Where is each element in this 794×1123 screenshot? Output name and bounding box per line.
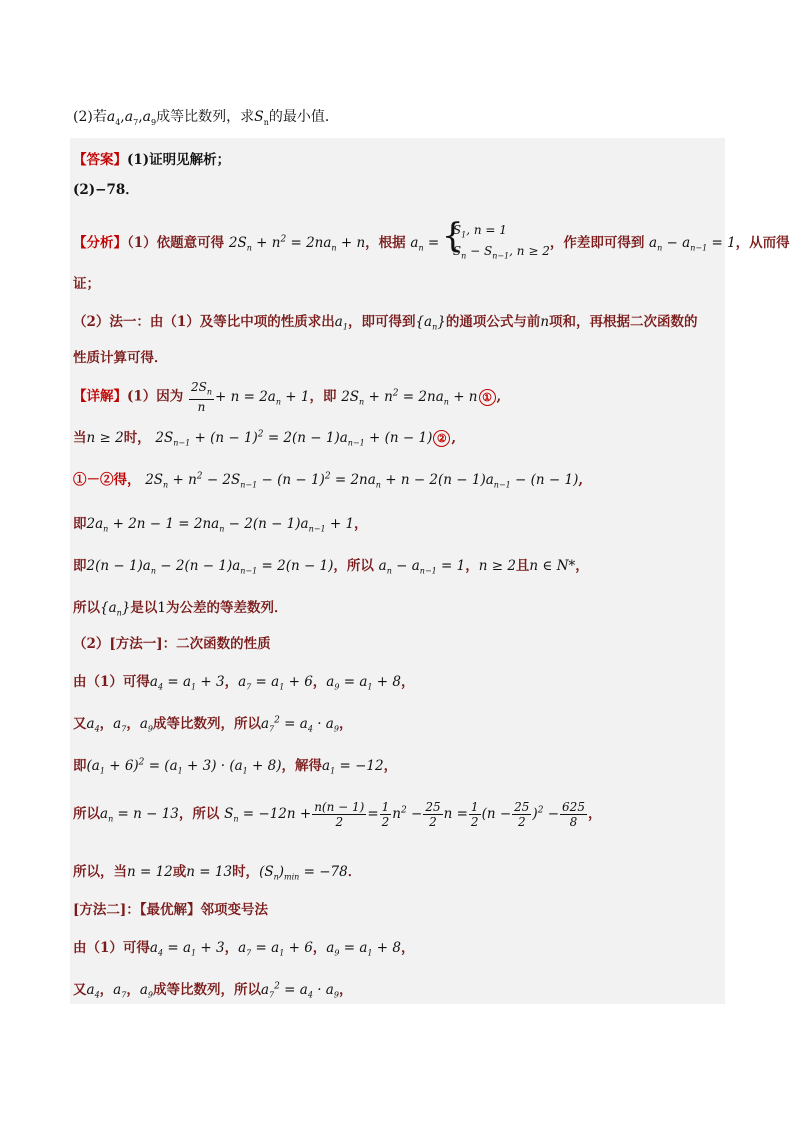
- method1-line-4: 所以$a_n = n - 13$，所以 $S_n = -12n$ + $\frac{n(n - 1)}{2}$ = $\frac{1}{2}$ $n^2$ − $\frac{25}{2}$ n = $\frac{1}{2}$ (n − $\frac{25}{2}$ )$^2$ − $\frac{625}{8}$ ，: [73, 800, 602, 829]
- detail-line-6: 所以$\{a_n\}$是以1为公差的等差数列．: [73, 600, 288, 618]
- method1-line-5: 所以，当n = 12或n = 13时，$(S_n)_{min} = -78$．: [73, 864, 362, 882]
- detail-line-5: 即$2(n - 1)a_n - 2(n - 1)a_{n-1} = 2(n - 1)$，所以 $a_n - a_{n-1} = 1$，n ≥ 2且n ∈ N*，: [73, 558, 589, 576]
- method2-line-1: 由（1）可得$a_4 = a_1 + 3$，$a_7 = a_1 + 6$，$a_9 = a_1 + 8$，: [73, 940, 415, 958]
- detail-line-2: 当n ≥ 2时， $2S_{n-1} + (n - 1)^2 = 2(n - 1)a_{n-1} + (n - 1)$ ② ,: [73, 429, 457, 448]
- detail-line-1: 【详解】(1）因为 $\frac{2S_n}{n}$ + $n = 2a_n + 1$，即 $2S_n + n^2 = 2na_n + n$ ① ,: [73, 380, 502, 415]
- method2-title: [方法二]：【最优解】邻项变号法: [73, 902, 269, 918]
- method1-title: （2）[方法一]：二次函数的性质: [73, 636, 271, 652]
- method1-line-1: 由（1）可得$a_4 = a_1 + 3$，$a_7 = a_1 + 6$，$a_9 = a_1 + 8$，: [73, 674, 415, 692]
- method1-line-2: 又$a_4$，$a_7$，$a_9$成等比数列，所以$a_7^2 = a_4 \cdot a_9$，: [73, 715, 353, 734]
- method2-line-2: 又$a_4$，$a_7$，$a_9$成等比数列，所以$a_7^2 = a_4 \cdot a_9$，: [73, 981, 353, 1000]
- analysis-line-3: （2）法一：由（1）及等比中项的性质求出$a_1$，即可得到$\{a_n\}$的通项公式与前n项和，再根据二次函数的: [73, 314, 698, 332]
- analysis-line-1: 【分析】（1）依题意可得 $2S_n + n^2 = 2na_n + n$，根据 $a_n$ = { $S_1$, n = 1 $S_n - S_{n-1}$, n ≥ 2 ，作差即可得到 $a_n - a_{n-1} = 1$，从而得: [73, 222, 790, 265]
- detail-line-3: ①－②得， $2S_n + n^2 - 2S_{n-1} - (n - 1)^2 = 2na_n + n - 2(n - 1)a_{n-1} - (n - 1)$,: [73, 471, 584, 490]
- circled-2: ②: [433, 430, 450, 447]
- answer-line-1: 【答案】(1)证明见解析；: [73, 152, 231, 168]
- analysis-line-2: 证；: [73, 276, 100, 292]
- answer-line-2: (2)−78．: [73, 182, 139, 198]
- detail-line-4: 即$2a_n + 2n - 1 = 2na_n - 2(n - 1)a_{n-1} + 1$，: [73, 516, 368, 534]
- analysis-line-4: 性质计算可得．: [73, 350, 168, 366]
- circled-1: ①: [479, 389, 496, 406]
- question-line: (2)若$a_4,a_7,a_9$成等比数列，求$S_n$的最小值．: [73, 109, 339, 127]
- method1-line-3: 即$(a_1 + 6)^2 = (a_1 + 3) \cdot (a_1 + 8)$，解得$a_1 = -12$，: [73, 757, 398, 776]
